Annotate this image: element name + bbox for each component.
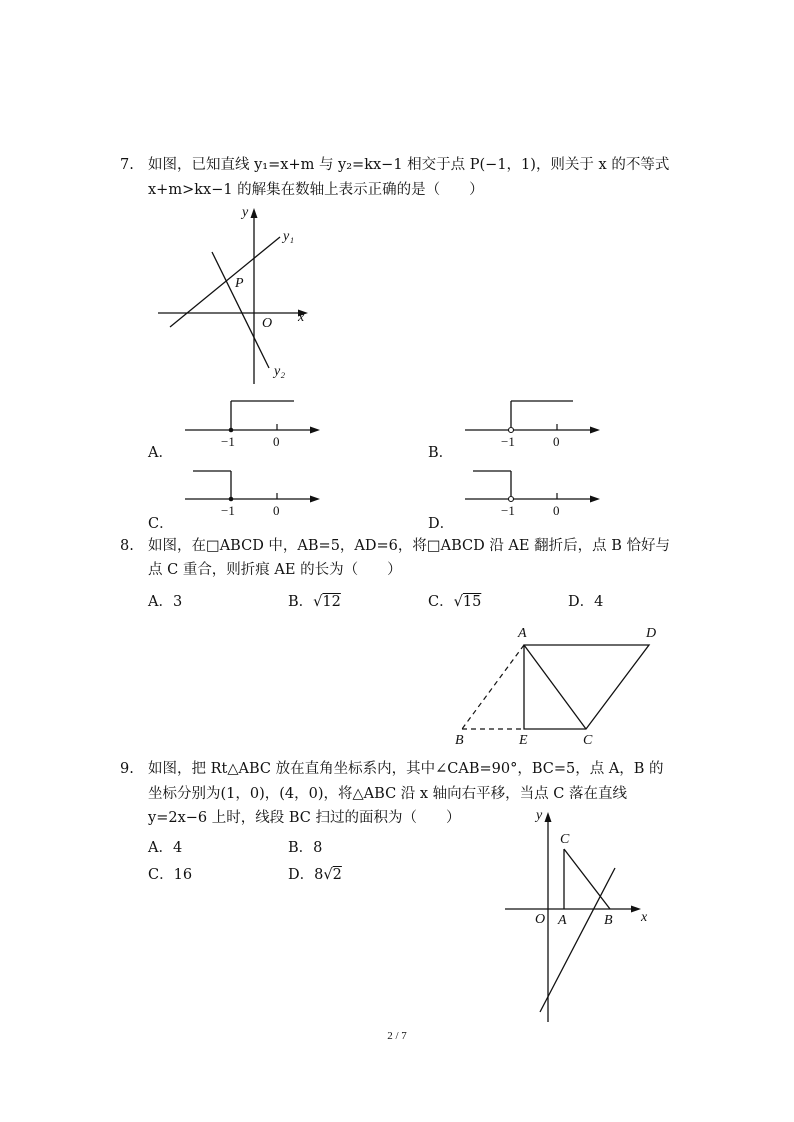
q8-option-c-radicand: 15 [462,594,482,610]
q7-line2-label: y₂ [274,364,286,379]
q7-a-tick-neg1: −1 [221,434,235,449]
q9-option-a-label: A． [148,840,173,856]
q7-y-axis-label: y [242,205,249,220]
q8-text-line2: 点 C 重合，则折痕 AE 的长为（ ） [148,562,402,578]
q9-y-axis-label: y [536,808,543,823]
q8-label-a: A [518,626,527,641]
q9-option-d-coefficient: 8 [314,867,324,883]
q9-text-line2: 坐标分别为(1，0)，(4，0)，将△ABC 沿 x 轴向右平移，当点 C 落在直线 [148,786,627,802]
q8-option-a-value: 3 [172,594,183,610]
q9-option-d-radicand: 2 [332,867,342,883]
q9-option-b-value: 8 [313,840,323,856]
page-number: 2 / 7 [387,1030,407,1042]
q7-option-b-label: B． [428,445,454,461]
q8-option-d-value: 4 [594,594,604,610]
q7-line1-label: y₁ [283,229,295,244]
q8-label-b: B [455,733,464,748]
q7-d-tick-zero: 0 [553,503,560,518]
q7-point-p-label: P [235,276,244,291]
q9-option-c-value: 16 [173,867,193,883]
q7-number: 7. [120,157,134,173]
q8-option-d-label: D． [568,594,595,610]
q7-c-tick-zero: 0 [273,503,280,518]
q7-option-d-label: D． [428,516,455,532]
q7-option-a-label: A． [148,445,173,461]
q7-option-c-label: C． [148,516,174,532]
q7-x-axis-label: x [298,310,305,325]
q8-option-a-label: A． [148,594,173,610]
q8-text-line1: 如图，在□ABCD 中，AB=5，AD=6，将□ABCD 沿 AE 翻折后，点 B 恰好与 [148,538,670,554]
q7-origin-label: O [262,316,273,331]
q7-b-tick-zero: 0 [553,434,560,449]
q9-label-c: C [560,832,570,847]
q8-label-e: E [519,733,528,748]
q7-d-tick-neg1: −1 [501,503,515,518]
q9-number: 9. [120,761,134,777]
q7-a-tick-zero: 0 [273,434,280,449]
q9-option-b-label: B． [288,840,314,856]
sqrt-icon: √ [323,867,333,883]
q9-option-d-label: D． [288,867,315,883]
q7-c-tick-neg1: −1 [221,503,235,518]
q9-label-a: A [558,913,567,928]
q9-text-line3: y=2x−6 上时，线段 BC 扫过的面积为（ ） [148,810,461,826]
q8-option-c-label: C． [428,594,454,610]
q9-text-line1: 如图，把 Rt△ABC 放在直角坐标系内，其中∠CAB=90°，BC=5，点 A，B 的 [148,761,664,777]
q9-option-a-value: 4 [172,840,183,856]
q9-option-c-label: C． [148,867,174,883]
q8-label-d: D [646,626,657,641]
q7-text-line2: x+m>kx−1 的解集在数轴上表示正确的是（ ） [148,182,484,198]
q8-number: 8. [120,538,134,554]
sqrt-icon: √ [313,594,323,610]
q9-label-b: B [604,913,613,928]
q9-origin-label: O [535,912,546,927]
q7-b-tick-neg1: −1 [501,434,515,449]
q8-label-c: C [583,733,593,748]
q8-option-b-radicand: 12 [322,594,341,610]
q8-option-b-label: B． [288,594,314,610]
sqrt-icon: √ [453,594,463,610]
q7-text-line1: 如图，已知直线 y₁=x+m 与 y₂=kx−1 相交于点 P(−1，1)，则关于 x 的不等式 [148,157,670,173]
q9-x-axis-label: x [641,910,648,925]
